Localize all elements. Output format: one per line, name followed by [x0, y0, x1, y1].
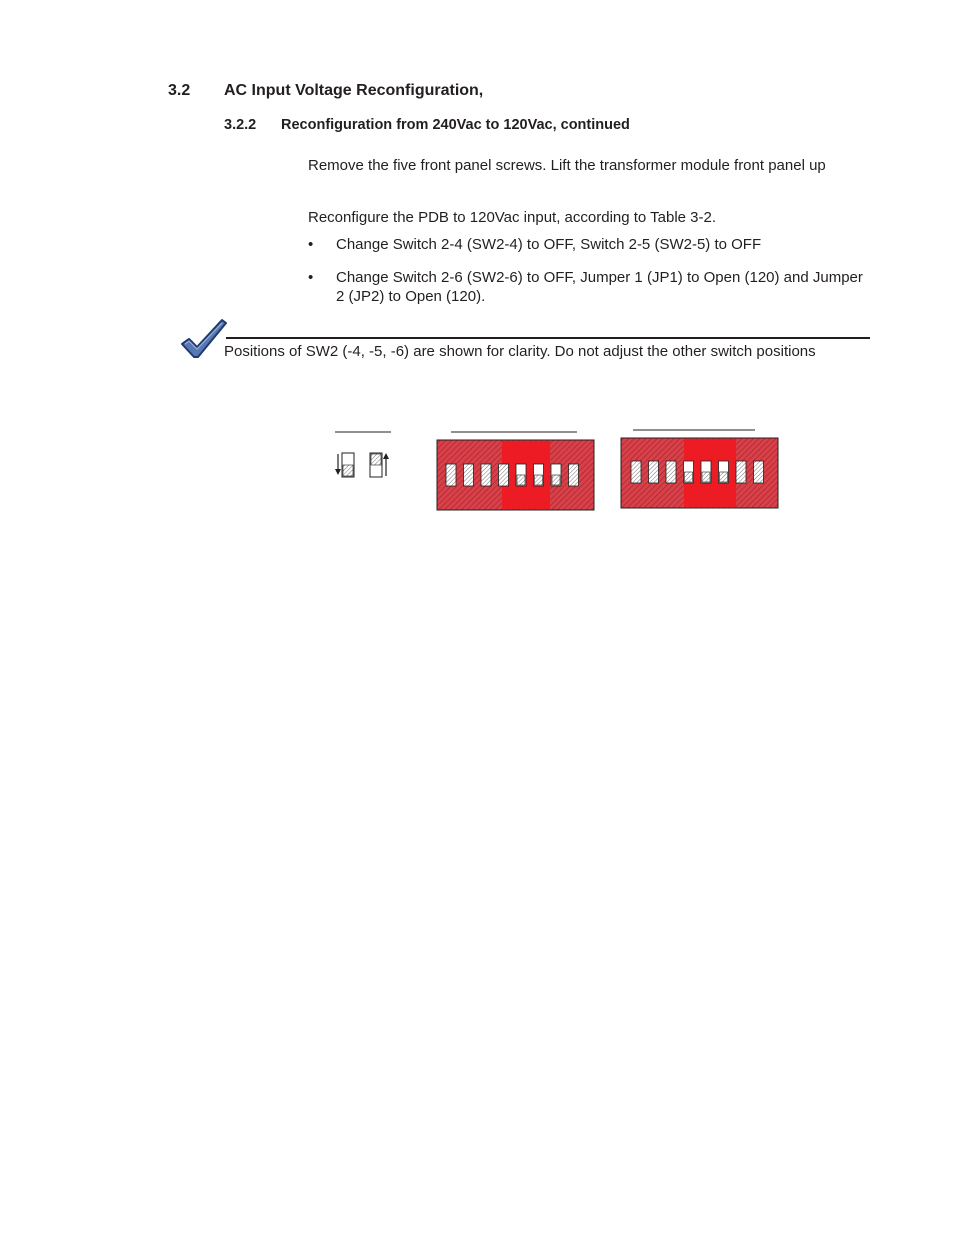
bullet-marker: • — [308, 236, 314, 253]
switch-bank-1 — [437, 432, 594, 510]
switch-bank-2 — [621, 430, 778, 508]
section-heading — [168, 82, 483, 100]
switch-diagram — [330, 420, 790, 520]
bullet-text: Change Switch 2-6 (SW2-6) to OFF, Jumper 1 (JP1) to Open (120) and Jumper 2 (JP2) to Open (120). — [336, 269, 863, 305]
legend-switch-on — [370, 453, 382, 477]
checkmark-icon — [180, 318, 228, 365]
dip-switch — [684, 461, 694, 483]
bullet-text: Change Switch 2-4 (SW2-4) to OFF, Switch 2-5 (SW2-5) to OFF — [336, 236, 762, 253]
dip-switch — [666, 461, 676, 483]
dip-switch — [701, 461, 711, 483]
dip-switch — [446, 464, 456, 486]
dip-switch — [516, 464, 526, 486]
note-rule — [226, 337, 870, 339]
dip-switch — [631, 461, 641, 483]
section-title: AC Input Voltage Reconfiguration, — [224, 82, 484, 99]
section-number: 3.2 — [168, 82, 191, 99]
dip-switch — [464, 464, 474, 486]
switch-position-figure — [330, 420, 790, 525]
list-item — [308, 235, 868, 254]
dip-switch — [736, 461, 746, 483]
legend — [335, 432, 391, 477]
up-arrow-icon — [383, 453, 389, 476]
bullet-list — [308, 235, 868, 320]
dip-switch — [499, 464, 509, 486]
step-reconfigure-pdb: Reconfigure the PDB to 120Vac input, according to Table 3-2. — [308, 209, 717, 226]
legend-switch-off — [342, 453, 354, 477]
note-text: Positions of SW2 (-4, -5, -6) are shown for clarity. Do not adjust the other switch positions — [224, 343, 816, 360]
subsection-title: Reconfiguration from 240Vac to 120Vac, continued — [281, 117, 630, 133]
dip-switch — [649, 461, 659, 483]
down-arrow-icon — [335, 454, 341, 475]
list-item — [308, 268, 868, 306]
bullet-marker: • — [308, 269, 314, 286]
dip-switch — [569, 464, 579, 486]
step-remove-screws: Remove the five front panel screws. Lift the transformer module front panel up — [308, 157, 826, 174]
dip-switch — [534, 464, 544, 486]
dip-switch — [551, 464, 561, 486]
dip-switch — [754, 461, 764, 483]
subsection-heading — [224, 117, 630, 133]
dip-switch — [481, 464, 491, 486]
dip-switch — [719, 461, 729, 483]
subsection-number: 3.2.2 — [224, 117, 257, 133]
